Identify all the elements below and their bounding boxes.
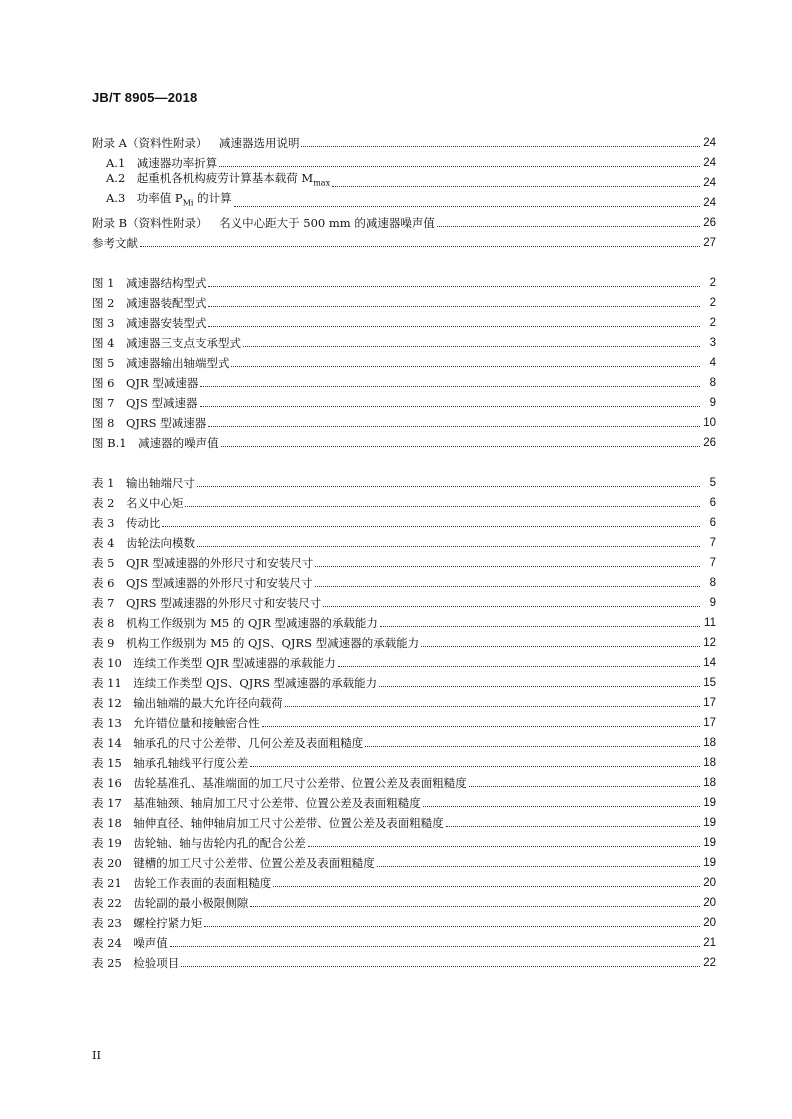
- dot-leader: [221, 445, 700, 447]
- toc-entry-page: 2: [709, 297, 716, 309]
- toc-entry-title: QJS 型减速器的外形尺寸和安装尺寸: [125, 576, 313, 590]
- toc-entry-title: 轴承孔轴线平行度公差: [133, 756, 249, 770]
- toc-entry-page: 20: [703, 917, 716, 929]
- toc-entry-page: 15: [703, 677, 716, 689]
- toc-entry-label: [92, 376, 198, 390]
- toc-entry-number: 图 5: [92, 356, 115, 370]
- toc-entry-number: 图 6: [92, 376, 115, 390]
- toc-entry-label: [92, 616, 378, 630]
- toc-entry-title: QJR 型减速器: [125, 376, 199, 390]
- dot-leader: [243, 345, 700, 347]
- table-of-contents: [92, 130, 716, 970]
- toc-entry-label: [92, 796, 421, 810]
- toc-entry-label: [92, 476, 195, 490]
- toc-entry-title-suffix: 的计算: [193, 190, 232, 205]
- toc-entry[interactable]: [92, 890, 716, 910]
- toc-entry-label: [92, 756, 248, 770]
- toc-entry-title: QJRS 型减速器: [125, 416, 207, 430]
- toc-entry-page: 17: [703, 717, 716, 729]
- toc-entry[interactable]: [92, 730, 716, 750]
- toc-entry[interactable]: [92, 810, 716, 830]
- toc-entry-title: 连续工作类型 QJS、QJRS 型减速器的承载能力: [133, 676, 378, 690]
- toc-entry-gap: [122, 876, 134, 890]
- toc-entry[interactable]: [92, 910, 716, 930]
- toc-entry[interactable]: [92, 610, 716, 630]
- toc-entry-page: 26: [703, 217, 716, 229]
- toc-entry-gap: [122, 816, 134, 830]
- toc-entry-page: 8: [709, 377, 716, 389]
- dot-leader: [197, 545, 700, 547]
- toc-entry-number: 表 23: [92, 916, 122, 930]
- toc-entry-gap: [125, 191, 137, 205]
- toc-entry[interactable]: [92, 530, 716, 550]
- toc-entry-gap: [114, 516, 126, 530]
- toc-entry-title: 连续工作类型 QJR 型减速器的承载能力: [133, 656, 336, 670]
- toc-entry-number: 图 7: [92, 396, 115, 410]
- toc-entry-number: 表 16: [92, 776, 122, 790]
- toc-entry[interactable]: [92, 630, 716, 650]
- toc-entry-page: 18: [703, 737, 716, 749]
- toc-entry-number: 图 2: [92, 296, 115, 310]
- toc-entry-number: 表 13: [92, 716, 122, 730]
- toc-entry[interactable]: [92, 790, 716, 810]
- toc-entry-label: [92, 556, 313, 570]
- toc-entry-number: 表 18: [92, 816, 122, 830]
- toc-entry-title: 允许错位量和接触密合性: [133, 716, 260, 730]
- dot-leader: [231, 365, 700, 367]
- dot-leader: [181, 965, 700, 967]
- toc-entry-number: 图 1: [92, 276, 115, 290]
- toc-entry-label: [92, 636, 419, 650]
- toc-entry-gap: [114, 376, 126, 390]
- toc-entry-title: 名义中心矩: [125, 496, 184, 510]
- toc-entry-number: 表 10: [92, 656, 122, 670]
- toc-entry-label: [92, 396, 198, 410]
- toc-entry[interactable]: [92, 290, 716, 310]
- toc-entry[interactable]: [92, 650, 716, 670]
- toc-entry-label: [92, 716, 260, 730]
- dot-leader: [301, 145, 700, 147]
- toc-entry[interactable]: [92, 270, 716, 290]
- toc-entry-title: 轴伸直径、轴伸轴肩加工尺寸公差带、位置公差及表面粗糙度: [133, 816, 444, 830]
- toc-entry-number: 表 24: [92, 936, 122, 950]
- toc-entry-title: 噪声值: [133, 936, 168, 950]
- toc-entry-label: [92, 896, 248, 910]
- toc-entry-title: 机构工作级别为 M5 的 QJS、QJRS 型减速器的承载能力: [125, 636, 420, 650]
- toc-entry-label: [92, 836, 306, 850]
- toc-entry-label: [92, 696, 283, 710]
- toc-entry-number: 图 4: [92, 336, 115, 350]
- toc-entry[interactable]: [92, 710, 716, 730]
- toc-entry-page: 6: [709, 497, 716, 509]
- toc-entry-title: 输出轴端尺寸: [125, 476, 195, 490]
- toc-entry-page: 10: [703, 417, 716, 429]
- toc-entry-title: 齿轮工作表面的表面粗糙度: [133, 876, 272, 890]
- toc-entry-title: QJR 型减速器的外形尺寸和安装尺寸: [125, 556, 314, 570]
- toc-entry-title: 机构工作级别为 M5 的 QJR 型减速器的承载能力: [125, 616, 378, 630]
- toc-entry-number: 图 8: [92, 416, 115, 430]
- toc-entry-page: 17: [703, 697, 716, 709]
- toc-entry[interactable]: [92, 870, 716, 890]
- toc-entry-gap: [127, 436, 139, 450]
- dot-leader: [273, 885, 700, 887]
- toc-entry[interactable]: [92, 230, 716, 250]
- toc-entry[interactable]: [92, 510, 716, 530]
- toc-entry-label: [92, 576, 313, 590]
- toc-entry-label: [92, 876, 271, 890]
- toc-entry-label: [92, 856, 375, 870]
- toc-entry-label: [92, 916, 202, 930]
- toc-entry-page: 8: [709, 577, 716, 589]
- toc-entry-page: 24: [703, 177, 716, 189]
- toc-entry-number: 表 15: [92, 756, 122, 770]
- toc-entry-number: 附录 B（资料性附录）: [92, 216, 208, 230]
- dot-leader: [437, 225, 700, 227]
- toc-entry-label: [92, 336, 241, 350]
- toc-entry[interactable]: [92, 830, 716, 850]
- toc-entry-number: 图 3: [92, 316, 115, 330]
- toc-entry-gap: [114, 596, 126, 610]
- toc-entry-page: 20: [703, 877, 716, 889]
- toc-entry-title: 齿轮基准孔、基准端面的加工尺寸公差带、位置公差及表面粗糙度: [133, 776, 467, 790]
- toc-entry-gap: [122, 676, 134, 690]
- dot-leader: [423, 805, 700, 807]
- toc-entry-gap: [125, 171, 137, 185]
- dot-leader: [308, 845, 700, 847]
- toc-entry-gap: [207, 136, 219, 150]
- dot-leader: [421, 645, 700, 647]
- toc-entry-number: 表 11: [92, 676, 122, 690]
- toc-entry[interactable]: [92, 430, 716, 450]
- toc-entry-page: 20: [703, 897, 716, 909]
- toc-entry-gap: [122, 836, 134, 850]
- toc-entry-title: 键槽的加工尺寸公差带、位置公差及表面粗糙度: [133, 856, 375, 870]
- toc-entry-page: 5: [709, 477, 716, 489]
- toc-entry-number: 表 14: [92, 736, 122, 750]
- toc-entry-title: 功率值 P: [136, 190, 183, 205]
- dot-leader: [315, 585, 700, 587]
- toc-entry-page: 6: [709, 517, 716, 529]
- toc-entry-gap: [122, 696, 134, 710]
- toc-entry-gap: [114, 316, 126, 330]
- toc-entry-gap: [122, 716, 134, 730]
- toc-entry-gap: [125, 156, 137, 170]
- toc-entry-gap: [114, 296, 126, 310]
- standard-code: JB/T 8905—2018: [92, 90, 198, 105]
- toc-entry-title: 减速器输出轴端型式: [125, 356, 230, 370]
- toc-entry-page: 4: [709, 357, 716, 369]
- toc-entry-gap: [114, 396, 126, 410]
- toc-entry-gap: [114, 616, 126, 630]
- toc-entry[interactable]: [92, 330, 716, 350]
- toc-entry-page: 7: [709, 537, 716, 549]
- toc-entry-gap: [114, 276, 126, 290]
- toc-entry[interactable]: [92, 950, 716, 970]
- dot-leader: [315, 565, 700, 567]
- toc-entry[interactable]: [92, 350, 716, 370]
- toc-entry-title: 减速器安装型式: [125, 316, 207, 330]
- dot-leader: [377, 865, 700, 867]
- toc-entry-label: [92, 136, 299, 150]
- toc-entry-page: 9: [709, 597, 716, 609]
- toc-entry-gap: [114, 476, 126, 490]
- toc-entry-title: 输出轴端的最大允许径向载荷: [133, 696, 283, 710]
- dot-leader: [208, 325, 700, 327]
- toc-entry-label: [92, 276, 206, 290]
- toc-entry-number: A.1: [106, 156, 126, 170]
- toc-entry[interactable]: [92, 210, 716, 230]
- toc-entry-page: 24: [703, 197, 716, 209]
- toc-entry[interactable]: [92, 670, 716, 690]
- toc-entry[interactable]: [92, 850, 716, 870]
- toc-entry-page: 19: [703, 797, 716, 809]
- toc-entry-gap: [208, 216, 220, 230]
- page-number: II: [92, 1048, 102, 1062]
- dot-leader: [469, 785, 700, 787]
- toc-entry[interactable]: [92, 130, 716, 150]
- toc-entry-label: [92, 776, 467, 790]
- toc-entry-title: 减速器的噪声值: [138, 436, 219, 450]
- toc-entry-label: [92, 516, 160, 530]
- toc-entry[interactable]: [92, 390, 716, 410]
- toc-entry[interactable]: [92, 190, 716, 210]
- dot-leader: [170, 945, 700, 947]
- toc-entry-label: [92, 596, 321, 610]
- dot-leader: [208, 305, 700, 307]
- dot-leader: [285, 705, 700, 707]
- toc-entry-title: 名义中心距大于 500 mm 的减速器噪声值: [219, 216, 435, 230]
- toc-entry[interactable]: [92, 750, 716, 770]
- toc-entry-title: 减速器三支点支承型式: [125, 336, 241, 350]
- toc-entry-gap: [114, 556, 126, 570]
- toc-entry-number: 表 8: [92, 616, 115, 630]
- toc-entry-page: 18: [703, 777, 716, 789]
- toc-entry[interactable]: [92, 570, 716, 590]
- toc-entry-number: 表 4: [92, 536, 115, 550]
- toc-entry-number: 表 5: [92, 556, 115, 570]
- dot-leader: [208, 285, 700, 287]
- toc-entry-title: 起重机各机构疲劳计算基本载荷 M: [136, 170, 314, 185]
- dot-leader: [365, 745, 700, 747]
- toc-entry-gap: [122, 756, 134, 770]
- dot-leader: [262, 725, 700, 727]
- toc-entry-label: [92, 936, 168, 950]
- dot-leader: [338, 665, 700, 667]
- toc-entry[interactable]: [92, 170, 716, 190]
- dot-leader: [185, 505, 700, 507]
- toc-entry-label: [106, 191, 232, 210]
- toc-entry-page: 24: [703, 157, 716, 169]
- toc-entry-label: [92, 416, 206, 430]
- toc-entry-gap: [122, 956, 134, 970]
- dot-leader: [250, 905, 700, 907]
- toc-entry-label: [92, 536, 195, 550]
- toc-entry-title: QJS 型减速器: [125, 396, 198, 410]
- dot-leader: [234, 205, 700, 207]
- toc-entry-number: 表 17: [92, 796, 122, 810]
- dot-leader: [379, 685, 700, 687]
- toc-entry-label: [106, 156, 217, 170]
- toc-entry[interactable]: [92, 150, 716, 170]
- toc-entry-label: [92, 296, 206, 310]
- toc-entry-number: 表 3: [92, 516, 115, 530]
- toc-entry-number: 表 21: [92, 876, 122, 890]
- toc-entry-gap: [114, 536, 126, 550]
- toc-entry-label: [92, 356, 229, 370]
- toc-entry-gap: [122, 776, 134, 790]
- toc-entry-title: 减速器装配型式: [125, 296, 207, 310]
- toc-entry-page: 12: [703, 637, 716, 649]
- toc-entry-number: 表 7: [92, 596, 115, 610]
- toc-entry-page: 2: [709, 317, 716, 329]
- toc-entry-label: [106, 171, 330, 190]
- toc-entry-title: 基准轴颈、轴肩加工尺寸公差带、位置公差及表面粗糙度: [133, 796, 421, 810]
- toc-entry-number: 表 25: [92, 956, 122, 970]
- toc-entry-number: A.2: [106, 170, 126, 185]
- dot-leader: [200, 405, 700, 407]
- toc-entry-label: [92, 216, 435, 230]
- toc-entry-gap: [114, 576, 126, 590]
- toc-entry[interactable]: [92, 690, 716, 710]
- toc-entry-number: 表 19: [92, 836, 122, 850]
- toc-entry-label: [92, 316, 206, 330]
- toc-entry-number: 表 22: [92, 896, 122, 910]
- toc-entry-title: 减速器选用说明: [218, 136, 300, 150]
- toc-entry-page: 7: [709, 557, 716, 569]
- toc-entry-title: 螺栓拧紧力矩: [133, 916, 203, 930]
- toc-entry[interactable]: [92, 370, 716, 390]
- toc-entry-page: 26: [703, 437, 716, 449]
- toc-entry-number: 附录 A（资料性附录）: [92, 136, 208, 150]
- toc-entry-gap: [114, 416, 126, 430]
- toc-entry-gap: [122, 896, 134, 910]
- toc-entry-label: [92, 436, 219, 450]
- toc-entry-gap: [114, 636, 126, 650]
- toc-entry-title: 轴承孔的尺寸公差带、几何公差及表面粗糙度: [133, 736, 364, 750]
- toc-entry-number: 表 20: [92, 856, 122, 870]
- toc-entry-title: QJRS 型减速器的外形尺寸和安装尺寸: [125, 596, 322, 610]
- toc-entry-page: 27: [703, 237, 716, 249]
- toc-entry-label: [92, 656, 336, 670]
- toc-entry-page: 21: [703, 937, 716, 949]
- toc-entry-gap: [122, 736, 134, 750]
- toc-entry-title: 传动比: [125, 516, 161, 530]
- toc-entry-label: [92, 816, 444, 830]
- toc-entry-gap: [122, 796, 134, 810]
- toc-entry-gap: [114, 496, 126, 510]
- toc-entry-page: 9: [709, 397, 716, 409]
- dot-leader: [323, 605, 700, 607]
- toc-entry-gap: [122, 916, 134, 930]
- dot-leader: [200, 385, 700, 387]
- toc-entry-page: 3: [709, 337, 716, 349]
- toc-entry-gap: [114, 356, 126, 370]
- toc-entry-gap: [122, 656, 134, 670]
- toc-entry-gap: [114, 336, 126, 350]
- toc-entry-gap: [122, 936, 134, 950]
- annex-list: [92, 130, 716, 250]
- toc-entry-number: 表 1: [92, 476, 115, 490]
- toc-entry[interactable]: [92, 590, 716, 610]
- toc-entry-title: 齿轮轴、轴与齿轮内孔的配合公差: [133, 836, 306, 850]
- toc-entry-title: 齿轮法向模数: [125, 536, 195, 550]
- dot-leader: [250, 765, 700, 767]
- dot-leader: [446, 825, 700, 827]
- toc-entry-page: 19: [703, 857, 716, 869]
- dot-leader: [197, 485, 700, 487]
- toc-entry-subscript: Mi: [182, 198, 194, 207]
- toc-entry-label: [92, 676, 377, 690]
- toc-entry[interactable]: [92, 410, 716, 430]
- toc-entry-subscript: max: [313, 178, 331, 187]
- toc-entry-number: 表 2: [92, 496, 115, 510]
- dot-leader: [208, 425, 700, 427]
- toc-entry-page: 11: [704, 617, 716, 629]
- toc-entry-title: 齿轮副的最小极限侧隙: [133, 896, 249, 910]
- toc-entry-page: 24: [703, 137, 716, 149]
- toc-entry[interactable]: [92, 550, 716, 570]
- dot-leader: [162, 525, 700, 527]
- toc-entry-page: 14: [703, 657, 716, 669]
- toc-entry-title: 减速器功率折算: [136, 156, 218, 170]
- toc-entry[interactable]: [92, 930, 716, 950]
- toc-entry-page: 19: [703, 817, 716, 829]
- toc-entry-page: 2: [709, 277, 716, 289]
- toc-entry-page: 18: [703, 757, 716, 769]
- toc-entry-number: 表 12: [92, 696, 122, 710]
- dot-leader: [219, 165, 700, 167]
- toc-entry-page: 22: [703, 957, 716, 969]
- toc-entry-number: 表 6: [92, 576, 115, 590]
- toc-entry-number: A.3: [106, 190, 126, 205]
- toc-entry-title: 检验项目: [133, 956, 180, 970]
- toc-entry-page: 19: [703, 837, 716, 849]
- toc-entry[interactable]: [92, 310, 716, 330]
- dot-leader: [204, 925, 700, 927]
- toc-entry-title: 减速器结构型式: [125, 276, 207, 290]
- toc-entry-number: 参考文献: [92, 236, 138, 250]
- figure-list: [92, 270, 716, 450]
- dot-leader: [140, 245, 700, 247]
- toc-entry[interactable]: [92, 770, 716, 790]
- toc-entry-gap: [122, 856, 134, 870]
- toc-entry[interactable]: [92, 470, 716, 490]
- dot-leader: [380, 625, 700, 627]
- toc-entry-label: [92, 956, 179, 970]
- toc-entry-number: 表 9: [92, 636, 115, 650]
- toc-entry[interactable]: [92, 490, 716, 510]
- toc-entry-label: [92, 496, 183, 510]
- toc-entry-label: [92, 736, 363, 750]
- dot-leader: [332, 185, 700, 187]
- toc-entry-label: [92, 236, 138, 250]
- table-list: [92, 470, 716, 970]
- toc-entry-number: 图 B.1: [92, 436, 127, 450]
